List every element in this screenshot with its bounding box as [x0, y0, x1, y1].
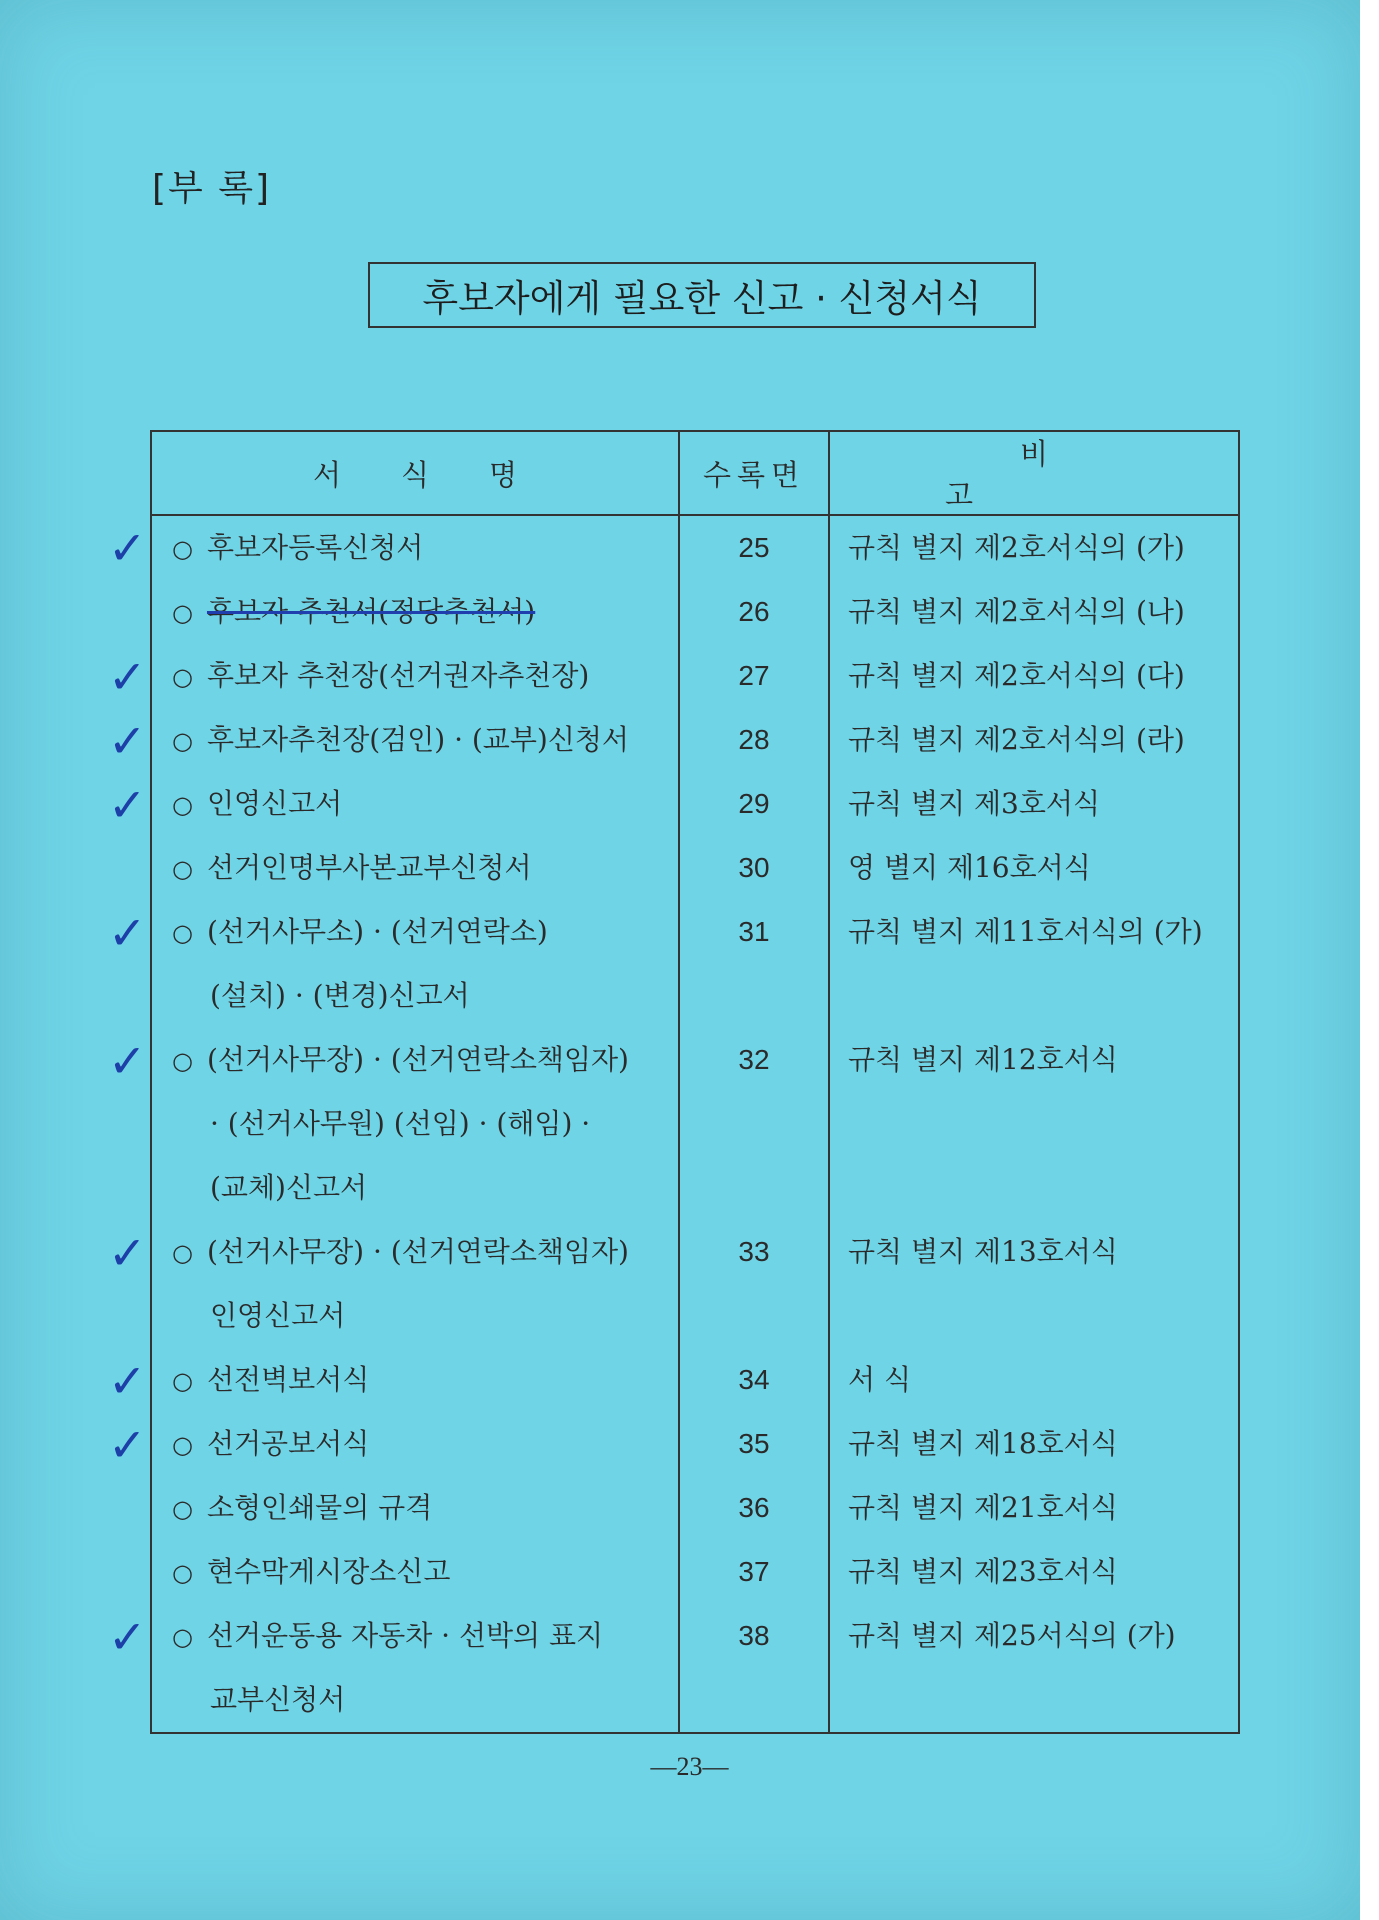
forms-table: [150, 430, 1240, 1734]
remark-text: 규칙 별지 제21호서식: [848, 1491, 1118, 1524]
remark-text: 규칙 별지 제23호서식: [848, 1555, 1118, 1588]
remark-text: 규칙 별지 제2호서식의 (나): [848, 595, 1185, 628]
form-name-line: [152, 644, 678, 708]
form-name-line: [152, 1412, 678, 1476]
remark-cell: [829, 580, 1239, 644]
remark-cell: [829, 1028, 1239, 1220]
form-name-line: [152, 580, 678, 644]
form-name-text: (교체)신고서: [210, 1171, 368, 1204]
bullet-circle-icon: ○: [172, 1623, 193, 1651]
appendix-label: [부 록]: [152, 168, 272, 209]
page-number-value: 27: [738, 660, 770, 691]
remark-text: 규칙 별지 제13호서식: [848, 1235, 1118, 1268]
form-name-text: 후보자 추천장(선거권자추천장): [206, 659, 590, 692]
form-name-text: 교부신청서: [210, 1683, 346, 1716]
form-name-cell: [151, 580, 679, 644]
table-row: [151, 644, 1239, 708]
remark-text: 규칙 별지 제18호서식: [848, 1427, 1118, 1460]
page-cell: [679, 1476, 829, 1540]
remark-text: 규칙 별지 제2호서식의 (다): [848, 659, 1185, 692]
table-row: [151, 515, 1239, 580]
remark-cell: [829, 900, 1239, 1028]
handwritten-check-icon: ✓: [108, 906, 147, 960]
remark-cell: [829, 1348, 1239, 1412]
form-name-cell: [151, 1348, 679, 1412]
form-name-text: (설치) · (변경)신고서: [210, 979, 470, 1012]
bullet-circle-icon: ○: [172, 1559, 193, 1587]
page-number-value: 26: [738, 596, 770, 627]
remark-cell: [829, 708, 1239, 772]
form-name-cell: [151, 1028, 679, 1220]
form-name-line: [152, 1348, 678, 1412]
form-name-text: 인영신고서: [206, 787, 343, 820]
table-row: [151, 1028, 1239, 1220]
form-name-text: 인영신고서: [210, 1299, 346, 1332]
bullet-circle-icon: ○: [172, 663, 193, 691]
form-name-line: [152, 1476, 678, 1540]
remark-text: 영 별지 제16호서식: [848, 851, 1091, 884]
remark-cell: [829, 836, 1239, 900]
page-number-value: 30: [738, 852, 770, 883]
document-title: 후보자에게 필요한 신고 · 신청서식: [368, 262, 1036, 328]
form-name-text: 선전벽보서식: [206, 1363, 370, 1396]
bullet-circle-icon: ○: [172, 1047, 193, 1075]
header-form-name: 서식명: [151, 431, 679, 515]
remark-text: 규칙 별지 제2호서식의 (가): [848, 531, 1185, 564]
bullet-circle-icon: ○: [172, 599, 193, 627]
table-row: [151, 900, 1239, 1028]
handwritten-check-icon: ✓: [108, 1354, 147, 1408]
page-number-value: 37: [738, 1556, 770, 1587]
remark-cell: [829, 1604, 1239, 1733]
page-number-value: 36: [738, 1492, 770, 1523]
remark-text: 규칙 별지 제2호서식의 (라): [848, 723, 1185, 756]
form-name-line: [152, 708, 678, 772]
bullet-circle-icon: ○: [172, 1239, 193, 1267]
form-name-line: [152, 900, 678, 964]
remark-text: 서 식: [848, 1363, 911, 1396]
form-name-cell: [151, 708, 679, 772]
page-cell: [679, 580, 829, 644]
table-row: [151, 1348, 1239, 1412]
page-cell: [679, 515, 829, 580]
table-row: [151, 772, 1239, 836]
handwritten-check-icon: ✓: [108, 1034, 147, 1088]
form-name-line: [152, 1028, 678, 1092]
form-name-line: [152, 1220, 678, 1284]
form-name-text: 후보자추천장(검인) · (교부)신청서: [206, 723, 629, 756]
form-name-line: [152, 1668, 678, 1732]
form-name-text: 선거공보서식: [206, 1427, 370, 1460]
bullet-circle-icon: ○: [172, 1495, 193, 1523]
form-name-line: [152, 1604, 678, 1668]
page-cell: [679, 836, 829, 900]
page-cell: [679, 1220, 829, 1348]
form-name-text: 선거운동용 자동차 · 선박의 표지: [206, 1619, 604, 1652]
form-name-text: (선거사무장) · (선거연락소책임자): [206, 1043, 629, 1076]
table-row: [151, 1220, 1239, 1348]
bullet-circle-icon: ○: [172, 919, 193, 947]
form-name-line: [152, 1540, 678, 1604]
form-name-text: (선거사무장) · (선거연락소책임자): [206, 1235, 629, 1268]
page-cell: [679, 900, 829, 1028]
remark-text: 규칙 별지 제3호서식: [848, 787, 1101, 820]
bullet-circle-icon: ○: [172, 535, 193, 563]
handwritten-check-icon: ✓: [108, 521, 147, 575]
page-number-value: 28: [738, 724, 770, 755]
form-name-line: [152, 516, 678, 580]
page-cell: [679, 1412, 829, 1476]
page-number-value: 29: [738, 788, 770, 819]
form-name-line: [152, 1284, 678, 1348]
page-cell: [679, 1348, 829, 1412]
header-remark: 비고: [829, 431, 1239, 515]
handwritten-check-icon: ✓: [108, 778, 147, 832]
page-number-value: 38: [738, 1620, 770, 1651]
form-name-text: 후보자등록신청서: [206, 531, 424, 564]
page-number: —23—: [650, 1752, 729, 1781]
bullet-circle-icon: ○: [172, 727, 193, 755]
bullet-circle-icon: ○: [172, 791, 193, 819]
form-name-cell: [151, 1540, 679, 1604]
form-name-cell: [151, 1476, 679, 1540]
remark-cell: [829, 644, 1239, 708]
remark-text: 규칙 별지 제11호서식의 (가): [848, 915, 1203, 948]
handwritten-check-icon: ✓: [108, 1418, 147, 1472]
remark-cell: [829, 1476, 1239, 1540]
page-cell: [679, 708, 829, 772]
page-number-value: 25: [738, 532, 770, 563]
page-cell: [679, 644, 829, 708]
remark-cell: [829, 1540, 1239, 1604]
page-number-value: 31: [738, 916, 770, 947]
form-name-line: [152, 1156, 678, 1220]
remark-text: 규칙 별지 제12호서식: [848, 1043, 1118, 1076]
remark-text: 규칙 별지 제25서식의 (가): [848, 1619, 1176, 1652]
remark-cell: [829, 1220, 1239, 1348]
page-number-value: 35: [738, 1428, 770, 1459]
table-row: [151, 836, 1239, 900]
table-row: [151, 1412, 1239, 1476]
remark-cell: [829, 515, 1239, 580]
form-name-cell: [151, 644, 679, 708]
form-name-text: 후보자 추천서(정당추천서): [206, 595, 536, 628]
page-number-value: 33: [738, 1236, 770, 1267]
form-name-cell: [151, 1604, 679, 1733]
form-name-line: [152, 964, 678, 1028]
handwritten-check-icon: ✓: [108, 1226, 147, 1280]
table-row: [151, 708, 1239, 772]
form-name-cell: [151, 836, 679, 900]
form-name-cell: [151, 900, 679, 1028]
form-name-cell: [151, 772, 679, 836]
page-number-value: 32: [738, 1044, 770, 1075]
remark-cell: [829, 1412, 1239, 1476]
form-name-line: [152, 836, 678, 900]
handwritten-check-icon: ✓: [108, 650, 147, 704]
form-name-text: · (선거사무원) (선임) · (해임) ·: [210, 1107, 591, 1140]
handwritten-check-icon: ✓: [108, 714, 147, 768]
table-row: [151, 1604, 1239, 1733]
form-name-text: 소형인쇄물의 규격: [206, 1491, 433, 1524]
bullet-circle-icon: ○: [172, 1431, 193, 1459]
form-name-cell: [151, 1220, 679, 1348]
page-cell: [679, 772, 829, 836]
form-name-text: (선거사무소) · (선거연락소): [206, 915, 548, 948]
page-cell: [679, 1604, 829, 1733]
page-cell: [679, 1540, 829, 1604]
bullet-circle-icon: ○: [172, 1367, 193, 1395]
page-number-value: 34: [738, 1364, 770, 1395]
table-header-row: [151, 431, 1239, 515]
form-name-text: 선거인명부사본교부신청서: [206, 851, 532, 884]
form-name-cell: [151, 1412, 679, 1476]
table-row: [151, 1476, 1239, 1540]
page-cell: [679, 1028, 829, 1220]
table-row: [151, 1540, 1239, 1604]
header-page: 수록면: [679, 431, 829, 515]
form-name-line: [152, 1092, 678, 1156]
bullet-circle-icon: ○: [172, 855, 193, 883]
form-name-cell: [151, 515, 679, 580]
remark-cell: [829, 772, 1239, 836]
form-name-line: [152, 772, 678, 836]
form-name-text: 현수막게시장소신고: [206, 1555, 451, 1588]
table-row: [151, 580, 1239, 644]
handwritten-check-icon: ✓: [108, 1610, 147, 1664]
